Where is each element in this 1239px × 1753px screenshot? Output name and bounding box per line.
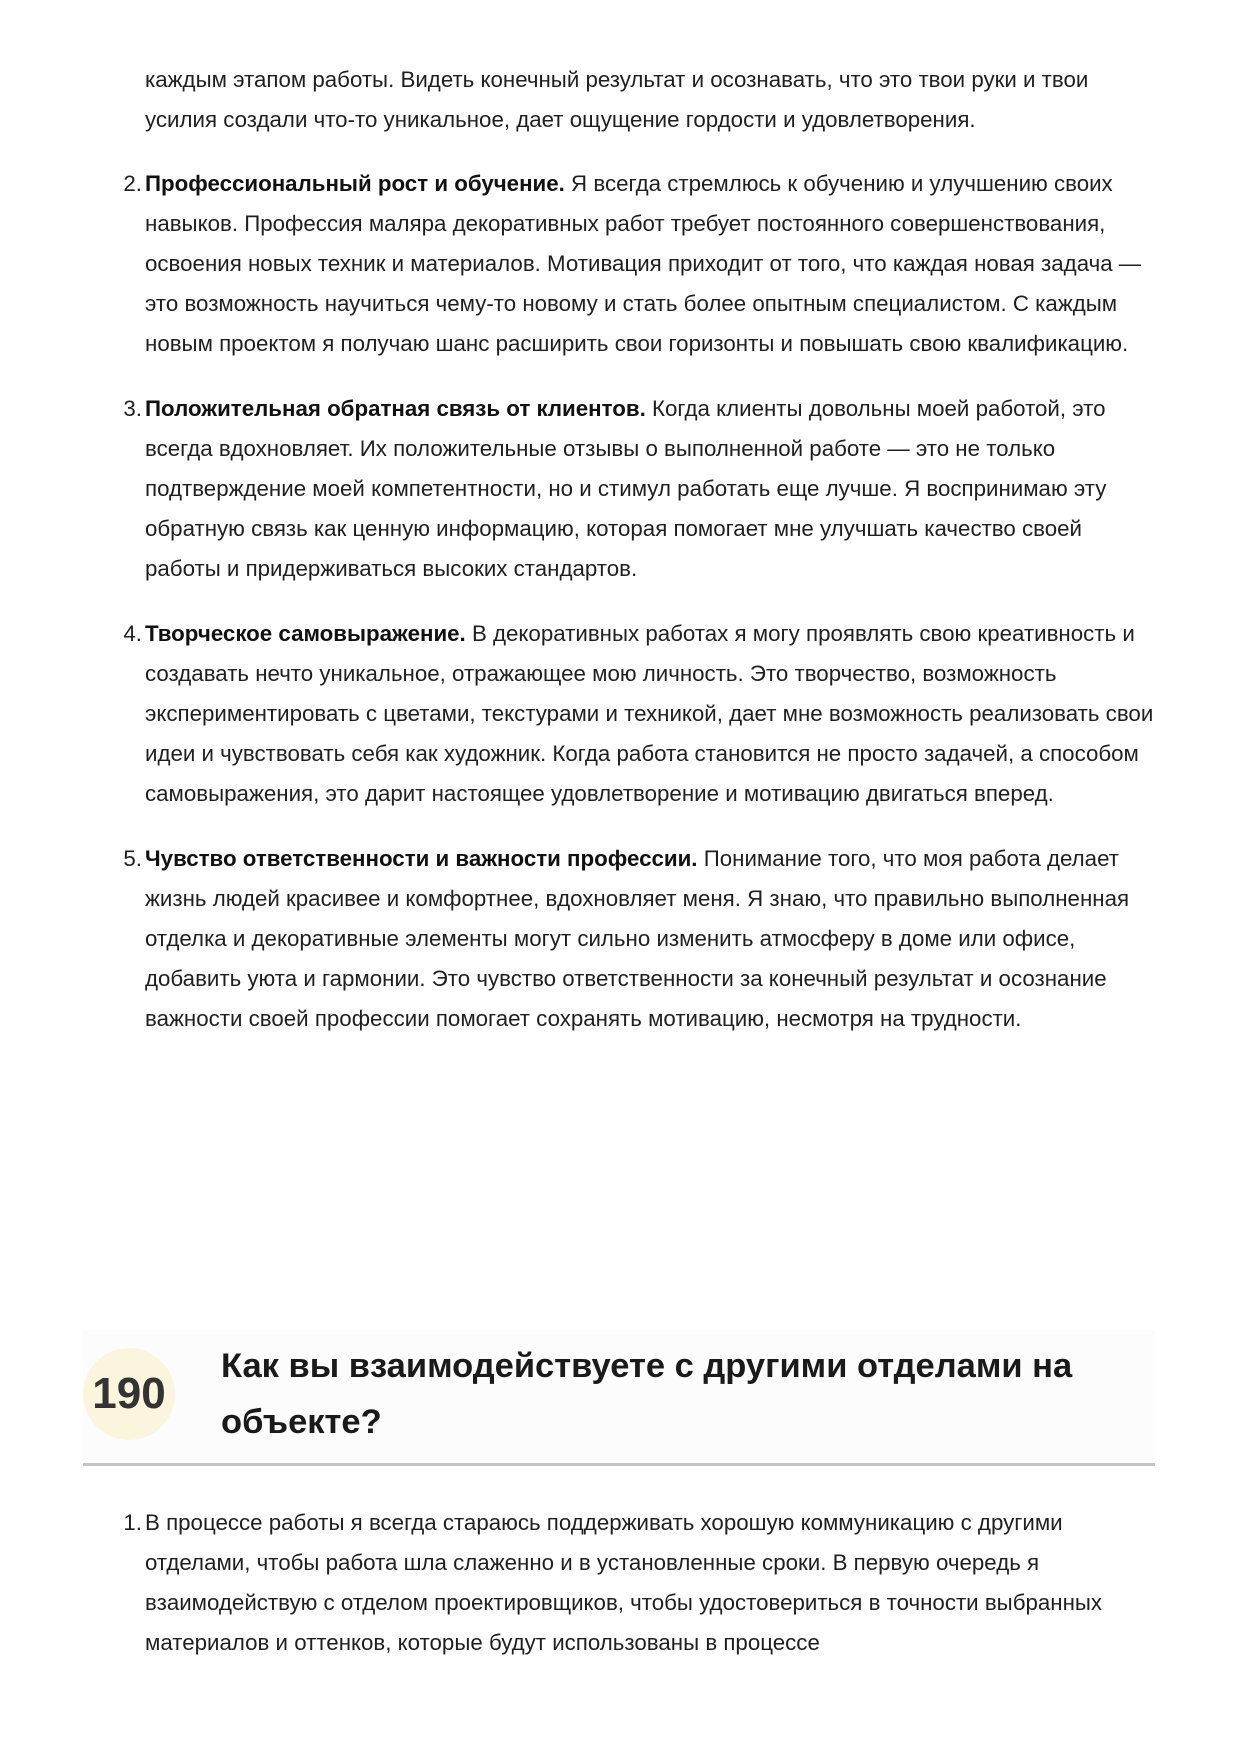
question-title: Как вы взаимодействуете с другими отделами на объекте? — [221, 1347, 1073, 1441]
list-item-title: Чувство ответственности и важности профессии. — [145, 846, 698, 871]
question-header — [83, 1330, 1155, 1466]
list-item-title: Творческое самовыражение. — [145, 621, 466, 646]
list-item-text: В процессе работы я всегда стараюсь поддерживать хорошую коммуникацию с другими отделами, чтобы работа шла слаженно и в установленные сроки. В первую очередь я взаимодействую с отделом проектировщиков, чтобы удостовериться в точности выбранных материалов и оттенков, которые будут использованы в процессе — [145, 1510, 1103, 1655]
list-item — [123, 389, 1155, 589]
continuation-paragraph: каждым этапом работы. Видеть конечный результат и осознавать, что это твои руки и твои усилия создали что-то уникальное, дает ощущение гордости и удовлетворения. — [145, 67, 1089, 132]
question-number-badge: 190 — [83, 1348, 175, 1440]
answer-list — [123, 1503, 1155, 1688]
list-number: 4. — [123, 621, 142, 646]
list-item — [123, 164, 1155, 364]
list-item — [123, 839, 1155, 1039]
list-item-text: Понимание того, что моя работа делает жизнь людей красивее и комфортнее, вдохновляет меня. Я знаю, что правильно выполненная отделка и декоративные элементы могут сильно изменить атмосферу в доме или офисе, добавить уюта и гармонии. Это чувство ответственности за конечный результат и осознание важности своей профессии помогает сохранять мотивацию, несмотря на трудности. — [145, 846, 1130, 1031]
list-item-text: Когда клиенты довольны моей работой, это всегда вдохновляет. Их положительные отзывы о выполненной работе — это не только подтверждение моей компетентности, но и стимул работать еще лучше. Я воспринимаю эту обратную связь как ценную информацию, которая помогает мне улучшать качество своей работы и придерживаться высоких стандартов. — [145, 396, 1107, 581]
list-number: 5. — [123, 846, 142, 871]
list-item-title: Положительная обратная связь от клиентов. — [145, 396, 646, 421]
list-item — [123, 614, 1155, 814]
motivation-list — [123, 164, 1155, 1064]
list-number: 3. — [123, 396, 142, 421]
list-item-title: Профессиональный рост и обучение. — [145, 171, 565, 196]
list-item-text: В декоративных работах я могу проявлять свою креативность и создавать нечто уникальное, отражающее мою личность. Это творчество, возможность экспериментировать с цветами, текстурами и техникой, дает мне возможность реализовать свои идеи и чувствовать себя как художник. Когда работа становится не просто задачей, а способом самовыражения, это дарит настоящее удовлетворение и мотивацию двигаться вперед. — [145, 621, 1154, 806]
list-item — [123, 1503, 1155, 1663]
list-number: 2. — [123, 171, 142, 196]
list-item-text: Я всегда стремлюсь к обучению и улучшению своих навыков. Профессия маляра декоративных работ требует постоянного совершенствования, освоения новых техник и материалов. Мотивация приходит от того, что каждая новая задача — это возможность научиться чему-то новому и стать более опытным специалистом. С каждым новым проектом я получаю шанс расширить свои горизонты и повышать свою квалификацию. — [145, 171, 1142, 356]
list-number: 1. — [123, 1510, 142, 1535]
